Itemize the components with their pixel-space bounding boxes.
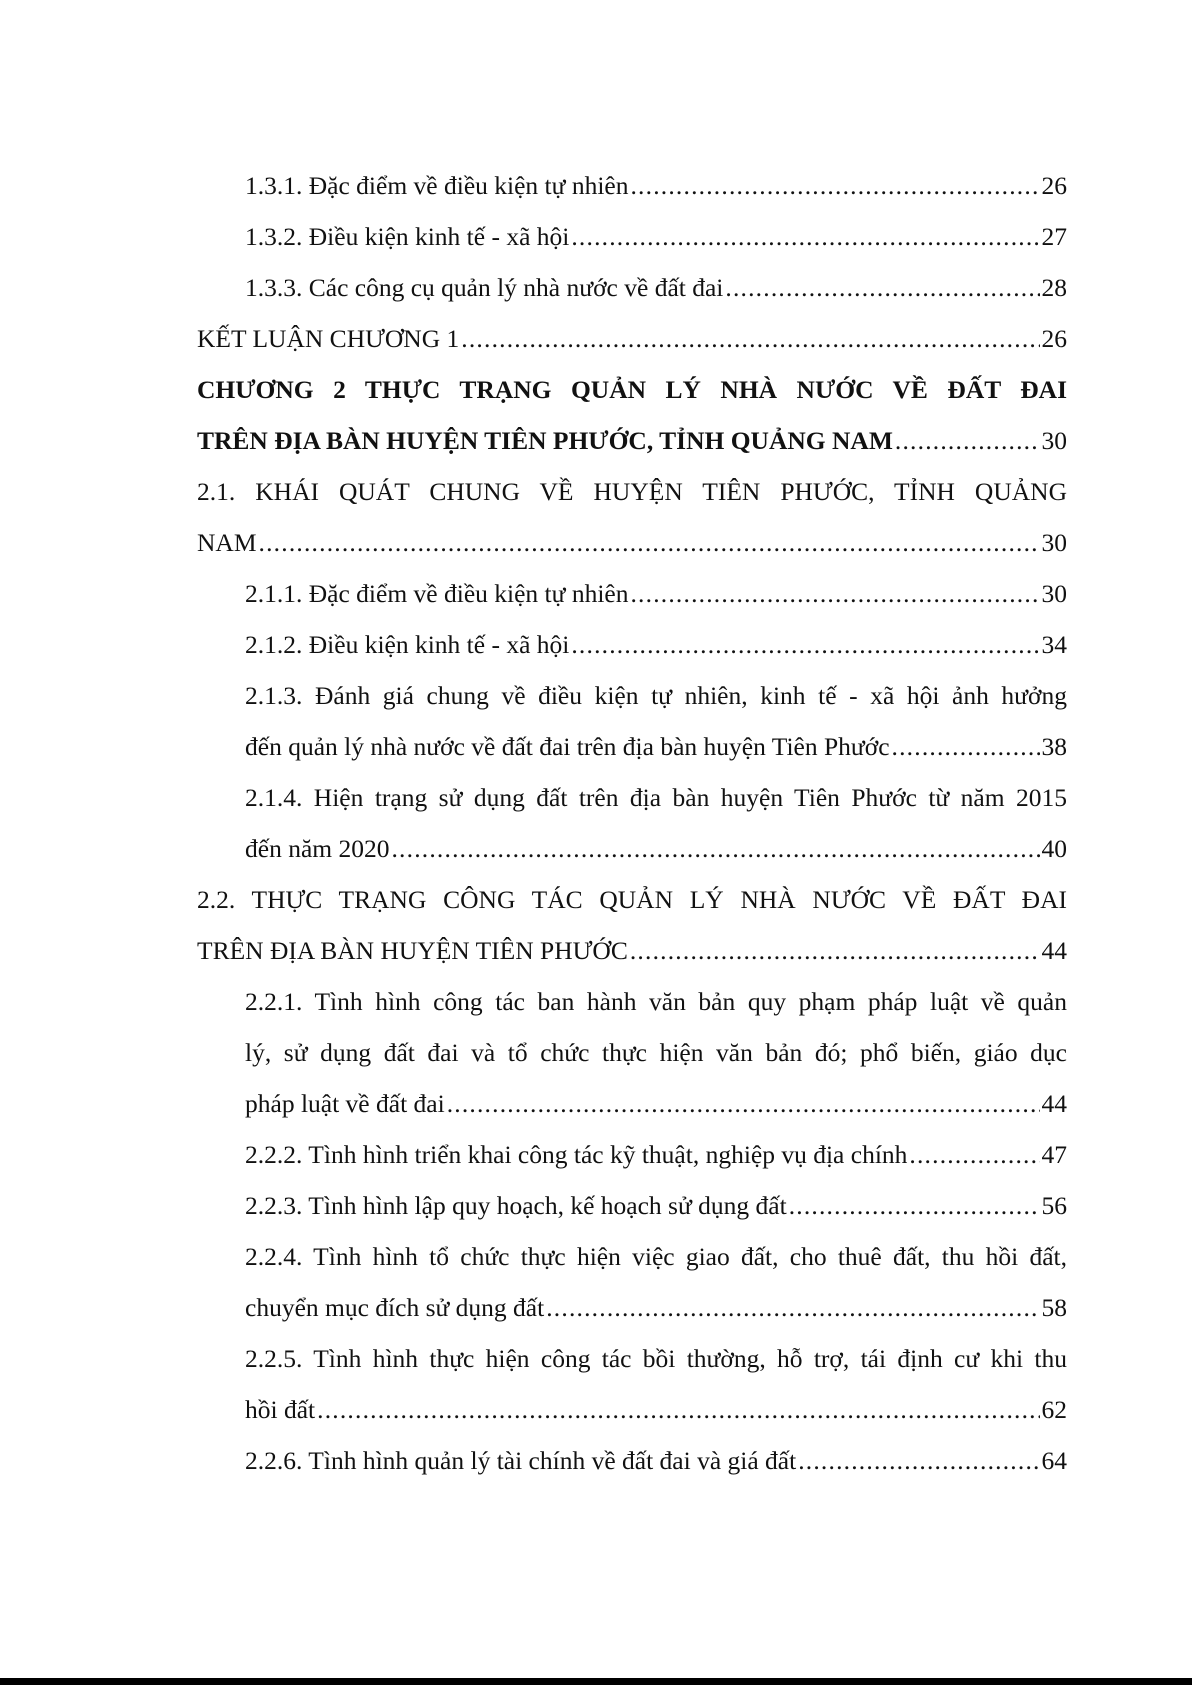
toc-entry-title-line: 2.2. THỰC TRẠNG CÔNG TÁC QUẢN LÝ NHÀ NƯỚC VỀ ĐẤT ĐAI xyxy=(197,885,1067,914)
dot-leader xyxy=(789,1180,1040,1231)
toc-page-number: 30 xyxy=(1041,579,1067,608)
dot-leader xyxy=(895,415,1040,466)
toc-page-number: 47 xyxy=(1041,1140,1067,1169)
toc-entry-2-2-3[interactable] xyxy=(245,1180,1067,1231)
toc-entry-title: 2.2.6. Tình hình quản lý tài chính về đất đai và giá đất xyxy=(245,1446,797,1475)
toc-entry-title: 2.2.3. Tình hình lập quy hoạch, kế hoạch sử dụng đất xyxy=(245,1191,787,1220)
toc-entry-2-1[interactable] xyxy=(197,466,1067,568)
toc-entry-title-line: 2.1.4. Hiện trạng sử dụng đất trên địa bàn huyện Tiên Phước từ năm 2015 xyxy=(245,783,1067,812)
dot-leader xyxy=(571,211,1039,262)
toc-entry-title: 2.2.2. Tình hình triển khai công tác kỹ thuật, nghiệp vụ địa chính xyxy=(245,1140,908,1169)
toc-entry-title-line: 2.1. KHÁI QUÁT CHUNG VỀ HUYỆN TIÊN PHƯỚC, TỈNH QUẢNG xyxy=(197,477,1067,506)
toc-entry-title-line: hồi đất xyxy=(245,1395,316,1424)
toc-entry-title-line: lý, sử dụng đất đai và tổ chức thực hiện văn bản đó; phổ biến, giáo dục xyxy=(245,1038,1067,1067)
toc-entry-2-1-3[interactable] xyxy=(245,670,1067,772)
toc-entry-title-line: 2.2.4. Tình hình tổ chức thực hiện việc giao đất, cho thuê đất, thu hồi đất, xyxy=(245,1242,1067,1271)
toc-entry-2-1-4[interactable] xyxy=(245,772,1067,874)
dot-leader xyxy=(571,619,1039,670)
toc-entry-title-line: chuyển mục đích sử dụng đất xyxy=(245,1293,545,1322)
toc-entry-title: 1.3.1. Đặc điểm về điều kiện tự nhiên xyxy=(245,171,629,200)
toc-page-number: 26 xyxy=(1041,324,1067,353)
toc-entry-title-line: CHƯƠNG 2 THỰC TRẠNG QUẢN LÝ NHÀ NƯỚC VỀ ĐẤT ĐAI xyxy=(197,375,1067,404)
toc-entry-title-line: 2.2.1. Tình hình công tác ban hành văn bản quy phạm pháp luật về quản xyxy=(245,987,1067,1016)
dot-leader xyxy=(725,262,1039,313)
toc-page-number: 34 xyxy=(1041,630,1067,659)
toc-entry-title-line: 2.2.5. Tình hình thực hiện công tác bồi thường, hỗ trợ, tái định cư khi thu xyxy=(245,1344,1067,1373)
table-of-contents xyxy=(197,160,1067,1486)
toc-entry-ket-luan-chuong-1[interactable] xyxy=(197,313,1067,364)
toc-page-number: 44 xyxy=(1041,936,1067,965)
toc-entry-title: 1.3.3. Các công cụ quản lý nhà nước về đất đai xyxy=(245,273,724,302)
toc-entry-title: 2.1.2. Điều kiện kinh tế - xã hội xyxy=(245,630,570,659)
toc-entry-title: 1.3.2. Điều kiện kinh tế - xã hội xyxy=(245,222,570,251)
toc-entry-title-line: đến năm 2020 xyxy=(245,834,390,863)
toc-entry-2-2-1[interactable] xyxy=(245,976,1067,1129)
toc-entry-2-2-6[interactable] xyxy=(245,1435,1067,1486)
toc-entry-title-line: NAM xyxy=(197,528,257,557)
toc-entry-1-3-1[interactable] xyxy=(245,160,1067,211)
toc-entry-1-3-3[interactable] xyxy=(245,262,1067,313)
toc-entry-title: KẾT LUẬN CHƯƠNG 1 xyxy=(197,324,460,353)
dot-leader xyxy=(798,1435,1039,1486)
toc-entry-2-1-2[interactable] xyxy=(245,619,1067,670)
toc-entry-chuong-2[interactable] xyxy=(197,364,1067,466)
toc-entry-2-2-5[interactable] xyxy=(245,1333,1067,1435)
dot-leader xyxy=(546,1282,1039,1333)
dot-leader xyxy=(909,1129,1039,1180)
toc-page-number: 38 xyxy=(1041,732,1067,761)
toc-entry-2-1-1[interactable] xyxy=(245,568,1067,619)
toc-entry-2-2-2[interactable] xyxy=(245,1129,1067,1180)
toc-entry-title-line: pháp luật về đất đai xyxy=(245,1089,445,1118)
toc-entry-2-2-4[interactable] xyxy=(245,1231,1067,1333)
toc-entry-title-line: TRÊN ĐỊA BÀN HUYỆN TIÊN PHƯỚC, TỈNH QUẢNG NAM xyxy=(197,426,893,455)
toc-entry-1-3-2[interactable] xyxy=(245,211,1067,262)
dot-leader xyxy=(630,925,1040,976)
toc-page-number: 64 xyxy=(1041,1446,1067,1475)
dot-leader xyxy=(447,1078,1040,1129)
toc-page-number: 28 xyxy=(1041,273,1067,302)
toc-entry-title-line: 2.1.3. Đánh giá chung về điều kiện tự nhiên, kinh tế - xã hội ảnh hưởng xyxy=(245,681,1067,710)
toc-entry-title: 2.1.1. Đặc điểm về điều kiện tự nhiên xyxy=(245,579,629,608)
toc-page-number: 27 xyxy=(1041,222,1067,251)
toc-page-number: 62 xyxy=(1041,1395,1067,1424)
toc-page-number: 56 xyxy=(1041,1191,1067,1220)
toc-entry-title-line: TRÊN ĐỊA BÀN HUYỆN TIÊN PHƯỚC xyxy=(197,936,628,965)
dot-leader xyxy=(630,160,1039,211)
toc-page-number: 26 xyxy=(1041,171,1067,200)
toc-page-number: 30 xyxy=(1041,426,1067,455)
dot-leader xyxy=(892,721,1040,772)
toc-page-number: 30 xyxy=(1041,528,1067,557)
toc-entry-title-line: đến quản lý nhà nước về đất đai trên địa bàn huyện Tiên Phước xyxy=(245,732,890,761)
dot-leader xyxy=(391,823,1039,874)
toc-page-number: 40 xyxy=(1041,834,1067,863)
bottom-edge-bar xyxy=(0,1678,1192,1685)
toc-entry-2-2[interactable] xyxy=(197,874,1067,976)
dot-leader xyxy=(317,1384,1039,1435)
toc-page-number: 44 xyxy=(1041,1089,1067,1118)
dot-leader xyxy=(259,517,1040,568)
toc-page-number: 58 xyxy=(1041,1293,1067,1322)
dot-leader xyxy=(630,568,1039,619)
dot-leader xyxy=(461,313,1039,364)
